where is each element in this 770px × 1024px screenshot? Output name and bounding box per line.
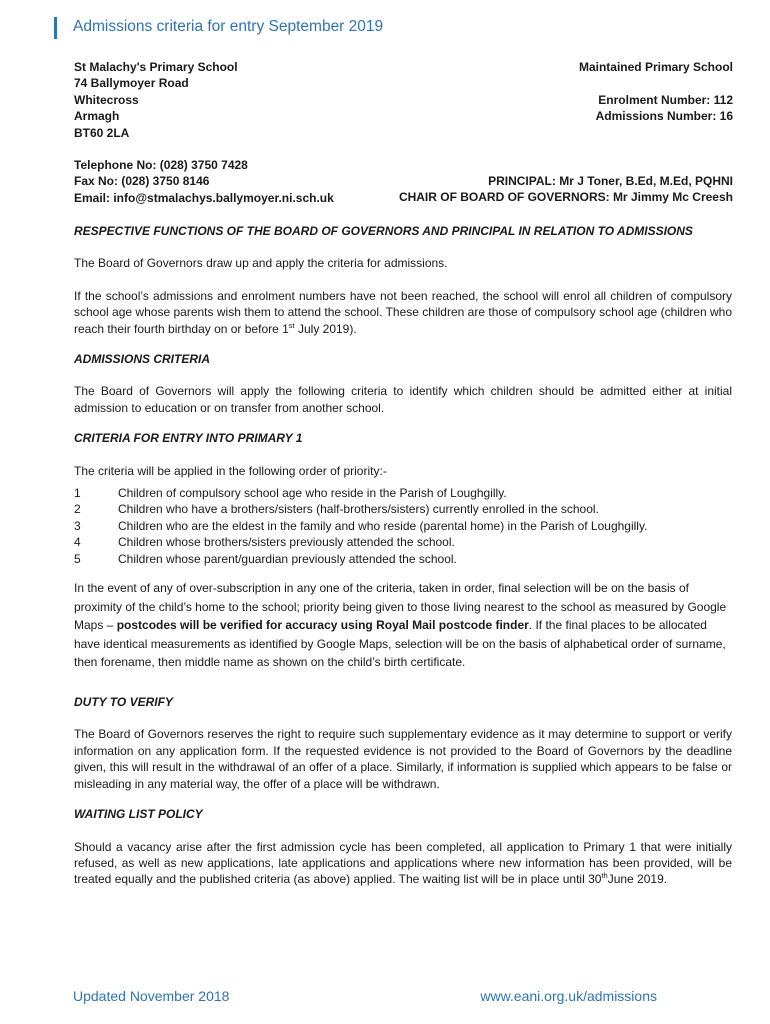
entry-criteria-heading: CRITERIA FOR ENTRY INTO PRIMARY 1 bbox=[74, 431, 303, 446]
admissions-criteria-heading: ADMISSIONS CRITERIA bbox=[74, 352, 211, 367]
header-accent-bar bbox=[54, 17, 57, 39]
document-title: Admissions criteria for entry September 2019 bbox=[73, 18, 384, 35]
functions-heading: RESPECTIVE FUNCTIONS OF THE BOARD OF GOVERNORS AND PRINCIPAL IN RELATION TO ADMISSIONS bbox=[74, 224, 693, 238]
principal: PRINCIPAL: Mr J Toner, B.Ed, M.Ed, PQHNI bbox=[488, 174, 733, 188]
school-type: Maintained Primary School bbox=[578, 60, 733, 74]
admissions-criteria-paragraph: The Board of Governors will apply the following criteria to identify which children should be admitted either at initial admission to education or on transfer from another school. bbox=[74, 384, 732, 415]
waiting-list-paragraph: Should a vacancy arise after the first admission cycle has been completed, all application to Primary 1 that were initially refused, as well as new applications, late applications and applications where new information has been provided, will be treated equally and the published criteria (as above) applied. The waiting list will be in place until 30thJune 2019. bbox=[74, 839, 732, 887]
address-line-3: Armagh bbox=[74, 109, 120, 124]
list-item: 5 Children whose parent/guardian previously attended the school. bbox=[74, 551, 457, 566]
list-item: 3 Children who are the eldest in the family and who reside (parental home) in the Parish of Loughgilly. bbox=[74, 518, 648, 533]
chair-of-governors: CHAIR OF BOARD OF GOVERNORS: Mr Jimmy Mc Creesh bbox=[398, 190, 733, 205]
enrolment-number: Enrolment Number: 112 bbox=[598, 92, 733, 107]
school-name: St Malachy's Primary School bbox=[74, 60, 238, 74]
entry-criteria-intro: The criteria will be applied in the following order of priority:- bbox=[74, 463, 387, 478]
address-line-1: 74 Ballymoyer Road bbox=[74, 76, 189, 91]
duty-to-verify-heading: DUTY TO VERIFY bbox=[74, 695, 173, 710]
address-line-2: Whitecross bbox=[74, 92, 139, 107]
email: Email: info@stmalachys.ballymoyer.ni.sch.uk bbox=[74, 190, 334, 205]
list-item: 1 Children of compulsory school age who reside in the Parish of Loughgilly. bbox=[74, 486, 507, 501]
contact-block bbox=[74, 157, 334, 206]
functions-paragraph-2: If the school’s admissions and enrolment numbers have not been reached, the school will enrol all children of compulsory school age whose parents wish them to attend the school. These children are those of compulsory school age (children who reach their fourth birthday on or before 1st July 2019). bbox=[74, 288, 732, 336]
footer-url-link[interactable]: www.eani.org.uk/admissions bbox=[480, 988, 657, 1004]
list-item: 2 Children who have a brothers/sisters (half-brothers/sisters) currently enrolled in the school. bbox=[74, 502, 599, 517]
entry-criteria-list bbox=[74, 485, 732, 567]
fax: Fax No: (028) 3750 8146 bbox=[74, 174, 210, 189]
list-item: 4 Children whose brothers/sisters previously attended the school. bbox=[74, 535, 455, 550]
duty-to-verify-paragraph: The Board of Governors reserves the right to require such supplementary evidence as it may determine to support or verify information on any application form. If the requested evidence is not provided to the Board of Governors by the deadline given, this will result in the withdrawal of an offer of a place. Similarly, if information is supplied which appears to be false or misleading in any material way, the offer of a place will be withdrawn. bbox=[74, 727, 732, 791]
document-body bbox=[74, 223, 732, 888]
waiting-list-heading: WAITING LIST POLICY bbox=[74, 807, 203, 822]
school-codes-block bbox=[579, 59, 733, 125]
admissions-number: Admissions Number: 16 bbox=[595, 109, 733, 124]
school-address-block bbox=[74, 59, 238, 141]
oversubscription-paragraph: In the event of any of over-subscription in any one of the criteria, taken in order, final selection will be on the basis of proximity of the child’s home to the school; priority being given to those living nearest to the school as measured by Google Maps – postcodes will be verified for accuracy using Royal Mail postcode finder. If the final places to be allocated have identical measurements as identified by Google Maps, selection will be on the basis of alphabetical order of surname, then forename, then middle name as shown on the child’s birth certificate. bbox=[74, 581, 727, 670]
footer-updated-date: Updated November 2018 bbox=[73, 988, 230, 1004]
staff-block bbox=[399, 173, 733, 206]
postcode: BT60 2LA bbox=[74, 125, 130, 140]
functions-paragraph-1: The Board of Governors draw up and apply the criteria for admissions. bbox=[74, 256, 448, 271]
telephone: Telephone No: (028) 3750 7428 bbox=[74, 158, 248, 172]
